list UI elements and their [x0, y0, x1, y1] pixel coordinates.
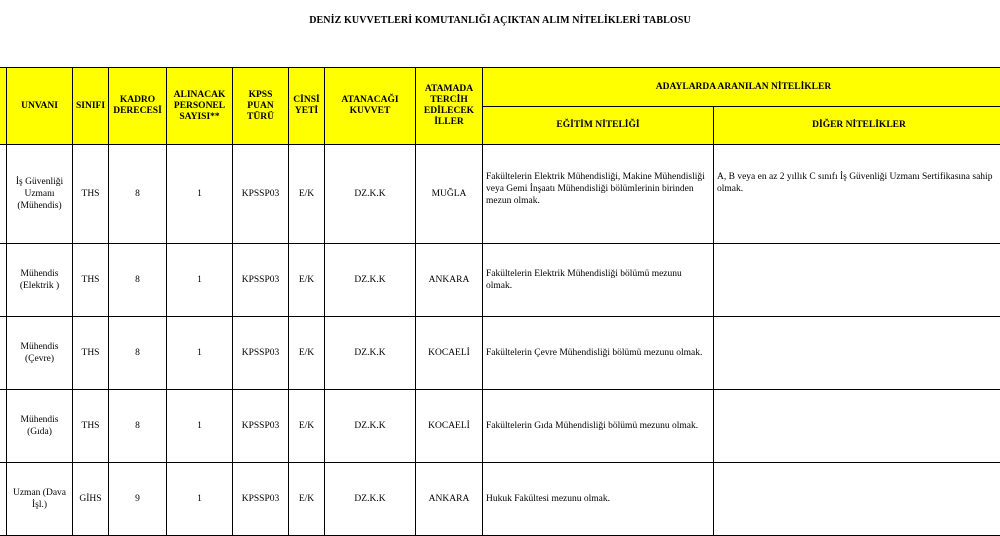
- header-kpss-puan-turu: KPSS PUAN TÜRÜ: [233, 68, 289, 145]
- cell-cinsiyet: E/K: [289, 145, 325, 244]
- table-row: [0, 145, 1000, 244]
- cell-diger: [714, 463, 1000, 536]
- cell-derece: 8: [109, 244, 167, 317]
- cell-egitim: Fakültelerin Gıda Mühendisliği bölümü mezunu olmak.: [483, 390, 714, 463]
- table-row: [0, 390, 1000, 463]
- header-egitim: EĞİTİM NİTELİĞİ: [483, 107, 714, 145]
- table-row: [0, 463, 1000, 536]
- header-atanacagi-kuvvet: ATANACAĞI KUVVET: [325, 68, 416, 145]
- cell-egitim: Fakültelerin Elektrik Mühendisliği bölümü mezunu olmak.: [483, 244, 714, 317]
- cell-sinif: THS: [73, 317, 109, 390]
- cell-derece: 8: [109, 390, 167, 463]
- cell-unvan: Mühendis (Elektrik ): [7, 244, 73, 317]
- cell-il: KOCAELİ: [416, 390, 483, 463]
- cell-il: ANKARA: [416, 244, 483, 317]
- cell-kuvvet: DZ.K.K: [325, 317, 416, 390]
- table-row: [0, 317, 1000, 390]
- cell-sayi: 1: [167, 317, 233, 390]
- cell-kpss: KPSSP03: [233, 145, 289, 244]
- cell-kpss: KPSSP03: [233, 244, 289, 317]
- cell-diger: [714, 390, 1000, 463]
- cell-sinif: THS: [73, 244, 109, 317]
- header-unvani: UNVANI: [7, 68, 73, 145]
- cell-sinif: THS: [73, 390, 109, 463]
- cell-diger: [714, 244, 1000, 317]
- header-atamada-tercih: ATAMADA TERCİH EDİLECEK İLLER: [416, 68, 483, 145]
- cell-il: ANKARA: [416, 463, 483, 536]
- cell-kuvvet: DZ.K.K: [325, 463, 416, 536]
- cell-kpss: KPSSP03: [233, 390, 289, 463]
- cell-unvan: Uzman (Dava İşl.): [7, 463, 73, 536]
- cell-cinsiyet: E/K: [289, 390, 325, 463]
- cell-sinif: THS: [73, 145, 109, 244]
- header-sinifi: SINIFI: [73, 68, 109, 145]
- cell-cinsiyet: E/K: [289, 317, 325, 390]
- cell-kpss: KPSSP03: [233, 463, 289, 536]
- document-title: DENİZ KUVVETLERİ KOMUTANLIĞI AÇIKTAN ALIM NİTELİKLERİ TABLOSU: [0, 15, 1000, 26]
- cell-derece: 8: [109, 145, 167, 244]
- header-alinacak-personel: ALINACAK PERSONEL SAYISI**: [167, 68, 233, 145]
- header-adaylarda: ADAYLARDA ARANILAN NİTELİKLER: [483, 68, 1000, 107]
- cell-egitim: Fakültelerin Elektrik Mühendisliği, Makine Mühendisliği veya Gemi İnşaatı Mühendisliği bölümlerinin birinden mezun olmak.: [483, 145, 714, 244]
- cell-egitim: Fakültelerin Çevre Mühendisliği bölümü mezunu olmak.: [483, 317, 714, 390]
- cell-derece: 8: [109, 317, 167, 390]
- cell-sayi: 1: [167, 463, 233, 536]
- table-row: [0, 244, 1000, 317]
- header-diger: DİĞER NİTELİKLER: [714, 107, 1000, 145]
- header-kadro-derecesi: KADRO DERECESİ: [109, 68, 167, 145]
- cell-cinsiyet: E/K: [289, 244, 325, 317]
- cell-unvan: Mühendis (Çevre): [7, 317, 73, 390]
- cell-sayi: 1: [167, 145, 233, 244]
- cell-unvan: Mühendis (Gıda): [7, 390, 73, 463]
- cell-kuvvet: DZ.K.K: [325, 390, 416, 463]
- cell-il: KOCAELİ: [416, 317, 483, 390]
- cell-egitim: Hukuk Fakültesi mezunu olmak.: [483, 463, 714, 536]
- cell-derece: 9: [109, 463, 167, 536]
- header-cinsiyeti: CİNSİ YETİ: [289, 68, 325, 145]
- cell-kuvvet: DZ.K.K: [325, 244, 416, 317]
- cell-sinif: GİHS: [73, 463, 109, 536]
- cell-cinsiyet: E/K: [289, 463, 325, 536]
- cell-sayi: 1: [167, 390, 233, 463]
- cell-kuvvet: DZ.K.K: [325, 145, 416, 244]
- cell-diger: A, B veya en az 2 yıllık C sınıfı İş Güvenliği Uzmanı Sertifikasına sahip olmak.: [714, 145, 1000, 244]
- cell-sayi: 1: [167, 244, 233, 317]
- header-row-1: [0, 68, 1000, 107]
- cell-diger: [714, 317, 1000, 390]
- cell-unvan: İş Güvenliği Uzmanı (Mühendis): [7, 145, 73, 244]
- cell-il: MUĞLA: [416, 145, 483, 244]
- cell-kpss: KPSSP03: [233, 317, 289, 390]
- qualifications-table: [0, 67, 1000, 536]
